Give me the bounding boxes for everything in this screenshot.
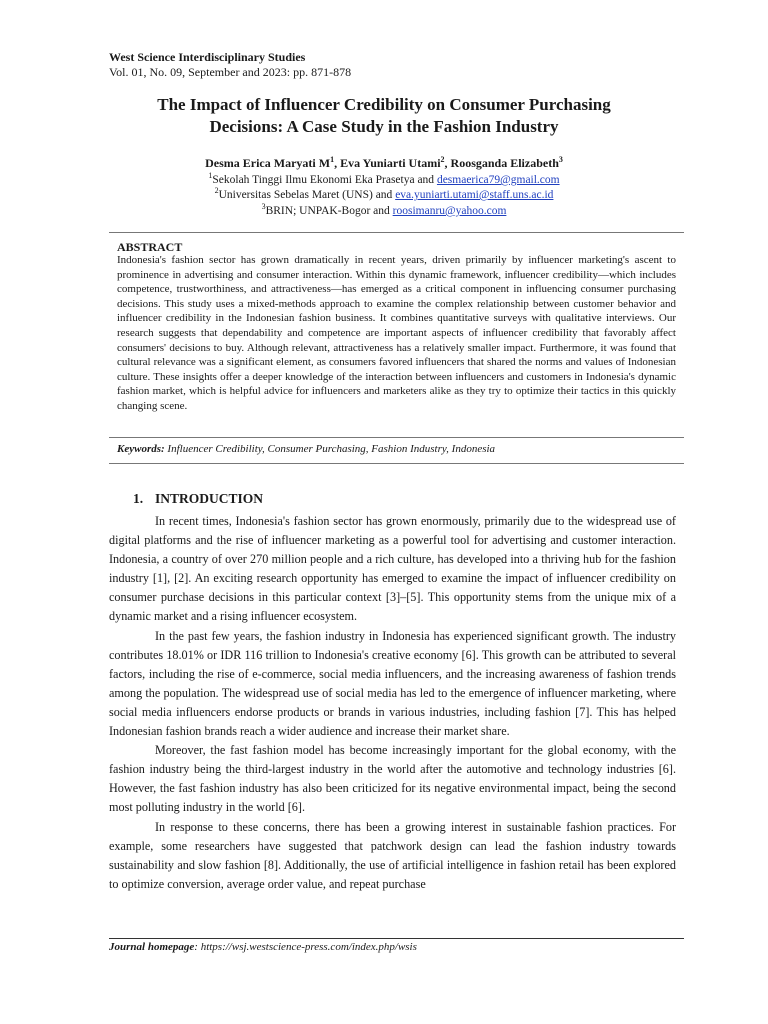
- keywords-top-rule: [109, 437, 684, 438]
- affiliation-sup: 3: [261, 202, 266, 211]
- affiliation-sup: 1: [208, 171, 213, 180]
- body-paragraph: In response to these concerns, there has been a growing interest in sustainable fashion practices. For example, some researchers have suggested that patchwork design can lead the fashion industry towards sustainability and slow fashion [8]. Additionally, the use of artificial intelligence in fashion retail has been explored to optimize conversion, average order value, and repeat purchase: [109, 819, 676, 891]
- abstract-bottom-rule: [109, 463, 684, 464]
- author-list: Desma Erica Maryati $M^1$, Eva Yuniarti Utami$^2$, Roosganda Elizabeth$^3$: [205, 155, 563, 170]
- section-heading-introduction: [133, 491, 263, 507]
- footer-url[interactable]: https://wsj.westscience-press.com/index.php/wsis: [200, 941, 417, 953]
- affiliation-3: [100, 202, 668, 217]
- section-number: 1.: [133, 491, 144, 506]
- affiliation-text: Sekolah Tinggi Ilmu Ekonomi Eka Prasetya and: [212, 173, 437, 186]
- footer-separator: :: [194, 941, 198, 953]
- journal-name: West Science Interdisciplinary Studies: [109, 50, 306, 64]
- abstract-text: Indonesia's fashion sector has grown dramatically in recent years, driven primarily by influencer marketing's ascent to prominence in advertising and consumer interaction. Within this dynamic framework, influencer credibility—which includes competence, trustworthiness, and attractiveness—has emerged as a critical component in influencing consumer purchasing decisions. This study uses a mixed-methods approach to examine the complex relationship between customer behavior and influencer credibility in the Indonesian fashion business. It combines quantitative surveys with qualitative interviews. Our research suggests that dependability and competence are important aspects of influencer credibility that favorably affect consumers' decisions to buy. Although relevant, attractiveness has a relatively smaller impact. Furthermore, it was found that cultural relevance was a significant element, as consumers favored influencers that shared the norms and values of Indonesian culture. These insights offer a deeper knowledge of the interaction between influencers and customers in Indonesia's dynamic fashion market, which is helpful advice for influencers and marketers alike as they try to optimize their tactics in this quickly changing scene.: [117, 254, 676, 412]
- author-email-link[interactable]: desmaerica79@gmail.com: [436, 173, 560, 186]
- author-name: Roosganda Elizabeth: [450, 156, 559, 170]
- footer-label: Journal homepage: [109, 941, 195, 953]
- author-email-link[interactable]: roosimanru@yahoo.com: [392, 204, 507, 217]
- affiliation-2: [100, 186, 668, 201]
- keywords-text: Influencer Credibility, Consumer Purchasing, Fashion Industry, Indonesia: [167, 443, 496, 455]
- footer-rule: [109, 938, 684, 939]
- affiliation-text: BRIN; UNPAK-Bogor and: [265, 204, 393, 217]
- affiliation-1: [100, 171, 668, 186]
- author-sup: 2: [440, 155, 445, 164]
- affiliation-sup: 2: [214, 186, 219, 195]
- author-email-link[interactable]: eva.yuniarti.utami@staff.uns.ac.id: [395, 188, 554, 201]
- author-sup: 1: [330, 155, 335, 164]
- author-name: Desma Erica Maryati M: [205, 156, 331, 170]
- introduction-body: [109, 512, 676, 894]
- keywords-line: [117, 443, 676, 455]
- author-sup: 3: [558, 155, 563, 164]
- body-paragraph: In recent times, Indonesia's fashion sector has grown enormously, primarily due to the widespread use of digital platforms and the rise of influencer marketing as a powerful tool for advertising and customer interaction. Indonesia, a country of over 270 million people and a rich culture, has developed into a thriving hub for the fashion industry [1], [2]. An exciting research opportunity has emerged to examine the impact of influencer credibility on consumer purchase decisions in this particular context [3]–[5]. This opportunity stems from the unique mix of a dynamic market and a rising influencer ecosystem.: [109, 514, 676, 624]
- paper-title-line-2: Decisions: A Case Study in the Fashion Industry: [209, 117, 559, 136]
- abstract-top-rule: [109, 232, 684, 233]
- abstract-heading: ABSTRACT: [117, 240, 183, 254]
- journal-homepage-footer: [109, 941, 417, 953]
- section-title: INTRODUCTION: [155, 491, 264, 506]
- journal-issue: Vol. 01, No. 09, September and 2023: pp. 871-878: [109, 65, 352, 79]
- author-name: Eva Yuniarti Utami: [340, 156, 441, 170]
- body-paragraph: Moreover, the fast fashion model has become increasingly important for the global economy, with the fashion industry being the third-largest industry in the world after the automotive and technology industries [6]. However, the fast fashion industry has also been criticized for its negative environmental impact, being the second most polluting industry in the world [6].: [109, 743, 676, 815]
- body-paragraph: In the past few years, the fashion industry in Indonesia has experienced significant growth. The industry contributes 18.01% or IDR 116 trillion to Indonesia's creative economy [6]. This growth can be attributed to several factors, including the rise of e-commerce, social media influencers, and the increasing awareness of fashion trends among the population. The widespread use of social media has led to the emergence of influencer marketing, where social media influencers endorse products or brands in various industries, including fashion [7]. This has helped Indonesian fashion brands reach a wider audience and increase their market share.: [109, 628, 676, 739]
- keywords-label: Keywords:: [117, 443, 165, 455]
- affiliation-text: Universitas Sebelas Maret (UNS) and: [218, 188, 396, 201]
- paper-title-line-1: The Impact of Influencer Credibility on Consumer Purchasing: [157, 95, 611, 114]
- paper-title: [100, 94, 668, 138]
